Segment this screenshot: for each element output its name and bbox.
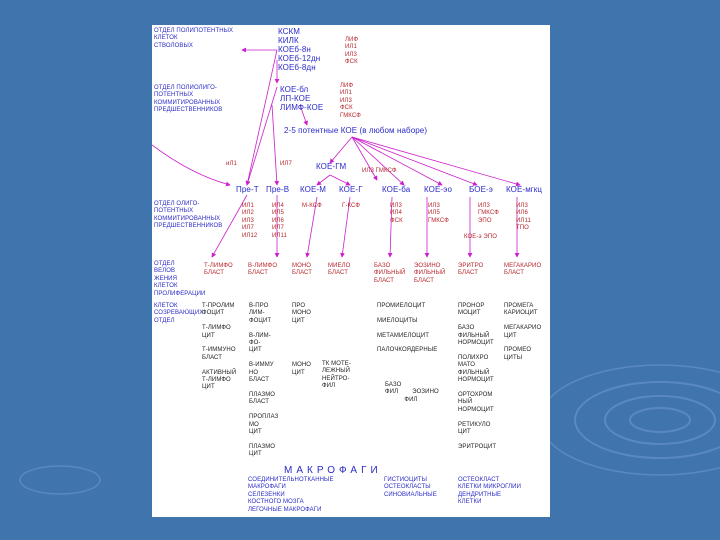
extra-koe-e: КОЕ-э ЭПО — [464, 234, 498, 240]
macrophages-note-3: ОСТЕОКЛАСТ КЛЕТКИ МИКРОГЛИИ ДЕНДРИТНЫЕ КЛЕТКИ — [458, 477, 521, 506]
header-polyoligo: ОТДЕЛ ПОЛИОЛИГО- ПОТЕНТНЫХ КОММИТИРОВАННЫХ ПРЕДШЕСТВЕННИКОВ — [154, 85, 223, 114]
upper-label-il1: иЛ1 — [226, 161, 237, 167]
erythroid-line: ПРОНОР МОЦИТ БАЗО ФИЛЬНЫЙ НОРМОЦИТ ПОЛИХРО МАТО ФИЛЬНЫЙ НОРМОЦИТ ОРТОХРОМ НЫЙ НОРМОЦИТ РЕТИКУЛО ЦИТ ЭРИТРОЦИТ — [458, 303, 497, 450]
precursor-pre-t: Пре-T — [236, 185, 259, 194]
factors-col-2: ИЛ4 ИЛ5 ИЛ6 ИЛ7 ИЛ11 — [272, 203, 287, 239]
header-proliferation: ОТДЕЛ ВЕЛОВ ЖЕНИЯ КЛЕТОК ПРОЛИФЕРАЦИИ — [154, 261, 206, 297]
blast-t-lympho: Т-ЛИМФО БЛАСТ — [204, 263, 233, 277]
blast-baso: БАЗО ФИЛЬНЫЙ БЛАСТ — [374, 263, 406, 284]
header-maturing: КЛЕТОК СОЗРЕВАЮЩИХ ОТДЕЛ — [154, 303, 204, 324]
upper-label-koe-gm: КОЕ-ГМ — [316, 162, 347, 171]
mid-cell-list: КОЕ-бл ЛП-КОЕ ЛИМФ-КОЕ — [280, 85, 324, 112]
factors-col-7: ИЛ3 ГМКСФ ЭПО — [478, 203, 499, 224]
factors-col-8: ИЛ3 ИЛ6 ИЛ11 ТПО — [516, 203, 531, 232]
precursor-koe-g: КОЕ-Г — [339, 185, 363, 194]
upper-label-il7: ИЛ7 — [280, 161, 292, 167]
factors-col-6: ИЛ3 ИЛ5 ГМКСФ — [428, 203, 449, 224]
precursor-koe-mgkc: КОЕ-мгкц — [506, 185, 543, 194]
megakaryo-line: ПРОМЕГА КАРИОЦИТ МЕГАКАРИО ЦИТ ПРОМЕО ЦИТЫ — [504, 303, 542, 361]
stem-factors: ЛИФ ИЛ1 ИЛ3 ФСК — [345, 37, 359, 66]
factors-col-5: ИЛ3 ИЛ4 ФСК — [390, 203, 403, 224]
b-lymphocyte-line: В-ПРО ЛИМ- ФОЦИТ В-ЛИМ- ФО- ЦИТ В-ИММУ НО БЛАСТ ПЛАЗМО БЛАСТ ПРОПЛАЗ МО ЦИТ ПЛАЗМО ЦИТ — [249, 303, 279, 458]
mid-factors: ЛИФ ИЛ1 ИЛ3 ФСК ГМКСФ — [340, 83, 361, 119]
poly-label: 2-5 потентные КОЕ (в любом наборе) — [284, 126, 428, 135]
myelocyte-line: ПРОМИЕЛОЦИТ МИЕЛОЦИТЫ МЕТАМИЕЛОЦИТ ПАЛОЧКОЯДЕРНЫЕ — [377, 303, 438, 354]
precursor-pre-b: Пре-В — [266, 185, 290, 194]
precursor-boe-e: БОЕ-э — [469, 185, 493, 194]
upper-label-il3: ИЛ3 ГМКСФ — [362, 168, 397, 174]
precursor-koe-ba: КОЕ-ба — [382, 185, 411, 194]
monocyte-line: ПРО МОНО ЦИТ МОНО ЦИТ — [292, 303, 312, 376]
blast-myelo: МИЕЛО БЛАСТ — [328, 263, 351, 277]
diagram-sheet — [152, 25, 550, 517]
blast-mono: МОНО БЛАСТ — [292, 263, 313, 277]
factors-col-1: ИЛ1 ИЛ2 ИЛ3 ИЛ7 ИЛ12 — [242, 203, 258, 239]
precursor-koe-m: КОЕ-М — [300, 185, 326, 194]
macrophages-note-2: ГИСТИОЦИТЫ ОСТЕОКЛАСТЫ СИНОВИАЛЬНЫЕ — [384, 477, 437, 498]
blast-b-lympho: В-ЛИМФО БЛАСТ — [248, 263, 278, 277]
baso-eo-mature: БАЗО ФИЛ ЭОЗИНО ФИЛ — [385, 382, 439, 403]
stem-cell-list: КСКМ КИЛК КОЕб-8н КОЕб-12дн КОЕб-8дн — [278, 27, 321, 72]
precursor-koe-eo: КОЕ-эо — [424, 185, 453, 194]
factors-col-4: Г-КСФ — [342, 203, 361, 209]
macrophage-note: ТК МОТЕ- ЛЕЖНЫЙ НЕЙТРО- ФИЛ — [322, 361, 351, 390]
macrophages-note-1: СОЕДИНИТЕЛЬНОТКАННЫЕ МАКРОФАГИ СЕЛЕЗЕНКИ КОСТНОГО МОЗГА ЛЕГОЧНЫЕ МАКРОФАГИ — [248, 477, 334, 513]
header-stem-cells: ОТДЕЛ ПОЛИПОТЕНТНЫХ КЛЕТОК СТВОЛОВЫХ — [154, 28, 234, 49]
factors-col-3: М-КСФ — [302, 203, 322, 209]
blast-erythro: ЭРИТРО БЛАСТ — [458, 263, 484, 277]
blast-megakaryo: МЕГАКАРИО БЛАСТ — [504, 263, 542, 277]
macrophages-title: МАКРОФАГИ — [284, 465, 382, 476]
header-oligo: ОТДЕЛ ОЛИГО- ПОТЕНТНЫХ КОММИТИРОВАННЫХ ПРЕДШЕСТВЕННИКОВ — [154, 201, 223, 230]
blast-eosino: ЭОЗИНО ФИЛЬНЫЙ БЛАСТ — [414, 263, 446, 284]
t-lymphocyte-line: Т-ПРОЛИМ ФОЦИТ Т-ЛИМФО ЦИТ Т-ИММУНО БЛАСТ АКТИВНЫЙ Т-ЛИМФО ЦИТ — [202, 303, 237, 391]
